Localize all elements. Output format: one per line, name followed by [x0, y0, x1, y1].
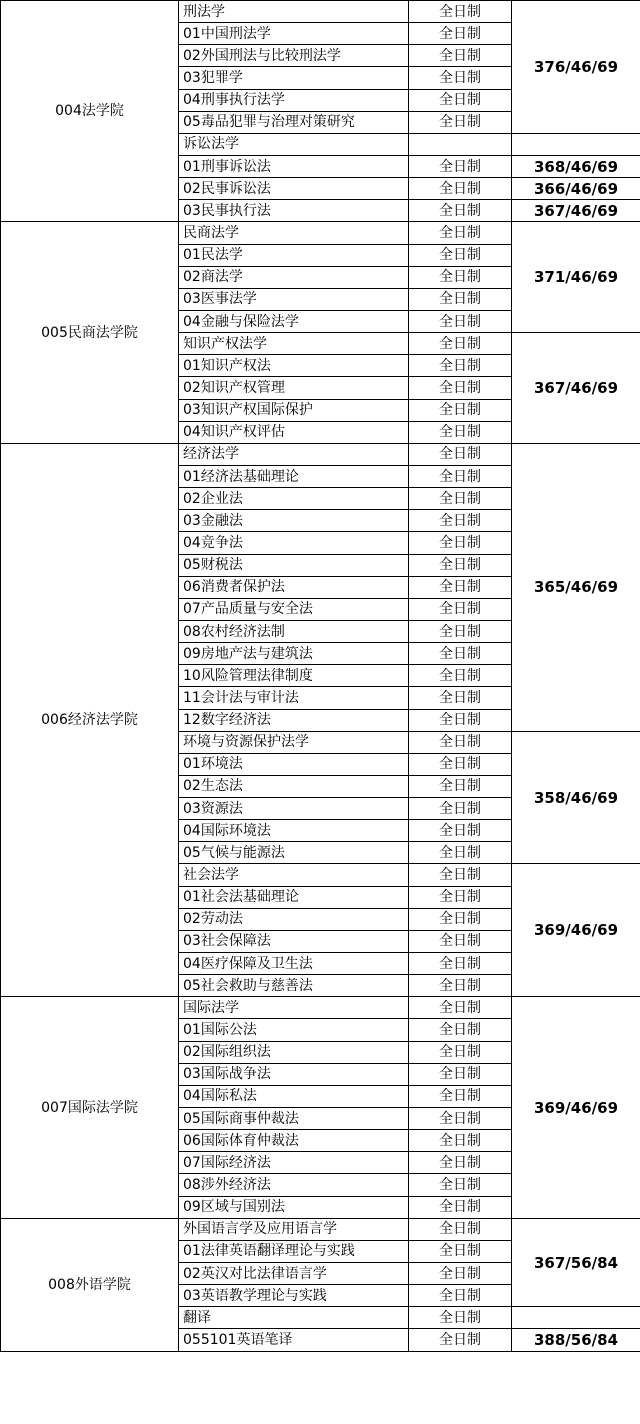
major-name-cell: 11会计法与审计法 — [179, 687, 409, 709]
major-name-cell: 01法律英语翻译理论与实践 — [179, 1240, 409, 1262]
major-name-cell: 07产品质量与安全法 — [179, 598, 409, 620]
table-row — [1, 997, 640, 1019]
major-name-cell: 01知识产权法 — [179, 355, 409, 377]
score-line-cell: 367/46/69 — [512, 333, 640, 444]
major-name-cell: 02生态法 — [179, 775, 409, 797]
major-name-cell: 08农村经济法制 — [179, 620, 409, 642]
table-row — [1, 443, 640, 465]
study-mode-cell: 全日制 — [409, 709, 512, 731]
study-mode-cell: 全日制 — [409, 554, 512, 576]
major-name-cell: 01刑事诉讼法 — [179, 155, 409, 177]
major-name-cell: 03资源法 — [179, 798, 409, 820]
study-mode-cell: 全日制 — [409, 576, 512, 598]
major-name-cell: 03英语教学理论与实践 — [179, 1285, 409, 1307]
study-mode-cell: 全日制 — [409, 488, 512, 510]
study-mode-cell: 全日制 — [409, 731, 512, 753]
major-name-cell: 02知识产权管理 — [179, 377, 409, 399]
study-mode-cell: 全日制 — [409, 1174, 512, 1196]
score-line-cell: 367/46/69 — [512, 200, 640, 222]
major-name-cell: 01环境法 — [179, 753, 409, 775]
study-mode-cell: 全日制 — [409, 355, 512, 377]
college-name-cell: 005民商法学院 — [1, 222, 179, 443]
college-name-cell: 006经济法学院 — [1, 443, 179, 997]
table-row — [1, 1218, 640, 1240]
major-name-cell: 01民法学 — [179, 244, 409, 266]
major-name-cell: 04刑事执行法学 — [179, 89, 409, 111]
study-mode-cell: 全日制 — [409, 687, 512, 709]
study-mode-cell: 全日制 — [409, 1041, 512, 1063]
score-line-cell: 388/56/84 — [512, 1329, 640, 1351]
major-name-cell: 03国际战争法 — [179, 1063, 409, 1085]
major-name-cell: 03金融法 — [179, 510, 409, 532]
study-mode-cell: 全日制 — [409, 997, 512, 1019]
major-name-cell: 05气候与能源法 — [179, 842, 409, 864]
study-mode-cell: 全日制 — [409, 598, 512, 620]
study-mode-cell: 全日制 — [409, 111, 512, 133]
study-mode-cell: 全日制 — [409, 1063, 512, 1085]
major-name-cell: 02英汉对比法律语言学 — [179, 1263, 409, 1285]
score-line-cell: 369/46/69 — [512, 997, 640, 1218]
major-name-cell: 02企业法 — [179, 488, 409, 510]
major-name-cell: 04金融与保险法学 — [179, 310, 409, 332]
study-mode-cell: 全日制 — [409, 1263, 512, 1285]
study-mode-cell: 全日制 — [409, 1218, 512, 1240]
study-mode-cell: 全日制 — [409, 1019, 512, 1041]
study-mode-cell: 全日制 — [409, 1285, 512, 1307]
study-mode-cell: 全日制 — [409, 266, 512, 288]
study-mode-cell: 全日制 — [409, 200, 512, 222]
table-row — [1, 1, 640, 23]
study-mode-cell: 全日制 — [409, 399, 512, 421]
major-name-cell: 01中国刑法学 — [179, 23, 409, 45]
study-mode-cell: 全日制 — [409, 1307, 512, 1329]
major-name-cell: 05财税法 — [179, 554, 409, 576]
study-mode-cell: 全日制 — [409, 1329, 512, 1351]
major-name-cell: 05毒品犯罪与治理对策研究 — [179, 111, 409, 133]
major-name-cell: 社会法学 — [179, 864, 409, 886]
study-mode-cell: 全日制 — [409, 465, 512, 487]
study-mode-cell: 全日制 — [409, 1196, 512, 1218]
major-name-cell: 04竞争法 — [179, 532, 409, 554]
major-name-cell: 04知识产权评估 — [179, 421, 409, 443]
major-name-cell: 外国语言学及应用语言学 — [179, 1218, 409, 1240]
study-mode-cell: 全日制 — [409, 1108, 512, 1130]
table-row — [1, 222, 640, 244]
major-name-cell: 03犯罪学 — [179, 67, 409, 89]
study-mode-cell: 全日制 — [409, 288, 512, 310]
study-mode-cell: 全日制 — [409, 1, 512, 23]
major-name-cell: 02国际组织法 — [179, 1041, 409, 1063]
major-name-cell: 06国际体育仲裁法 — [179, 1130, 409, 1152]
major-name-cell: 055101英语笔译 — [179, 1329, 409, 1351]
study-mode-cell: 全日制 — [409, 1085, 512, 1107]
study-mode-cell: 全日制 — [409, 67, 512, 89]
major-name-cell: 02劳动法 — [179, 908, 409, 930]
study-mode-cell: 全日制 — [409, 643, 512, 665]
score-line-cell: 365/46/69 — [512, 443, 640, 731]
study-mode-cell: 全日制 — [409, 953, 512, 975]
score-line-cell: 366/46/69 — [512, 178, 640, 200]
study-mode-cell: 全日制 — [409, 1240, 512, 1262]
study-mode-cell: 全日制 — [409, 421, 512, 443]
major-name-cell: 02民事诉讼法 — [179, 178, 409, 200]
study-mode-cell: 全日制 — [409, 1130, 512, 1152]
study-mode-cell: 全日制 — [409, 310, 512, 332]
study-mode-cell: 全日制 — [409, 864, 512, 886]
study-mode-cell: 全日制 — [409, 842, 512, 864]
major-name-cell: 05社会救助与慈善法 — [179, 975, 409, 997]
college-name-cell: 004法学院 — [1, 1, 179, 222]
study-mode-cell: 全日制 — [409, 798, 512, 820]
score-line-cell: 358/46/69 — [512, 731, 640, 864]
major-name-cell: 01经济法基础理论 — [179, 465, 409, 487]
major-name-cell: 12数字经济法 — [179, 709, 409, 731]
major-name-cell: 10风险管理法律制度 — [179, 665, 409, 687]
study-mode-cell: 全日制 — [409, 178, 512, 200]
study-mode-cell: 全日制 — [409, 908, 512, 930]
major-name-cell: 01社会法基础理论 — [179, 886, 409, 908]
major-name-cell: 民商法学 — [179, 222, 409, 244]
major-name-cell: 国际法学 — [179, 997, 409, 1019]
major-name-cell: 03医事法学 — [179, 288, 409, 310]
study-mode-cell: 全日制 — [409, 620, 512, 642]
major-name-cell: 09区域与国别法 — [179, 1196, 409, 1218]
study-mode-cell: 全日制 — [409, 222, 512, 244]
study-mode-cell: 全日制 — [409, 532, 512, 554]
study-mode-cell: 全日制 — [409, 45, 512, 67]
major-name-cell: 02外国刑法与比较刑法学 — [179, 45, 409, 67]
study-mode-cell: 全日制 — [409, 510, 512, 532]
study-mode-cell: 全日制 — [409, 665, 512, 687]
major-name-cell: 05国际商事仲裁法 — [179, 1108, 409, 1130]
score-line-cell: 368/46/69 — [512, 155, 640, 177]
major-name-cell: 08涉外经济法 — [179, 1174, 409, 1196]
major-name-cell: 刑法学 — [179, 1, 409, 23]
major-name-cell: 01国际公法 — [179, 1019, 409, 1041]
college-name-cell: 007国际法学院 — [1, 997, 179, 1218]
study-mode-cell: 全日制 — [409, 1152, 512, 1174]
score-line-cell: 371/46/69 — [512, 222, 640, 333]
college-name-cell: 008外语学院 — [1, 1218, 179, 1351]
study-mode-cell: 全日制 — [409, 333, 512, 355]
score-line-cell — [512, 1307, 640, 1329]
major-name-cell: 04国际私法 — [179, 1085, 409, 1107]
major-name-cell: 03民事执行法 — [179, 200, 409, 222]
score-line-cell — [512, 133, 640, 155]
major-name-cell: 环境与资源保护法学 — [179, 731, 409, 753]
table-body — [1, 1, 640, 1352]
major-name-cell: 04医疗保障及卫生法 — [179, 953, 409, 975]
study-mode-cell: 全日制 — [409, 244, 512, 266]
study-mode-cell: 全日制 — [409, 820, 512, 842]
major-name-cell: 诉讼法学 — [179, 133, 409, 155]
score-line-cell: 376/46/69 — [512, 1, 640, 134]
major-name-cell: 04国际环境法 — [179, 820, 409, 842]
study-mode-cell: 全日制 — [409, 89, 512, 111]
study-mode-cell: 全日制 — [409, 443, 512, 465]
major-name-cell: 翻译 — [179, 1307, 409, 1329]
major-name-cell: 知识产权法学 — [179, 333, 409, 355]
study-mode-cell — [409, 133, 512, 155]
study-mode-cell: 全日制 — [409, 753, 512, 775]
study-mode-cell: 全日制 — [409, 23, 512, 45]
study-mode-cell: 全日制 — [409, 975, 512, 997]
score-line-cell: 367/56/84 — [512, 1218, 640, 1307]
major-name-cell: 09房地产法与建筑法 — [179, 643, 409, 665]
study-mode-cell: 全日制 — [409, 886, 512, 908]
major-name-cell: 07国际经济法 — [179, 1152, 409, 1174]
study-mode-cell: 全日制 — [409, 377, 512, 399]
major-name-cell: 02商法学 — [179, 266, 409, 288]
study-mode-cell: 全日制 — [409, 930, 512, 952]
major-name-cell: 03知识产权国际保护 — [179, 399, 409, 421]
study-mode-cell: 全日制 — [409, 155, 512, 177]
score-line-cell: 369/46/69 — [512, 864, 640, 997]
major-name-cell: 经济法学 — [179, 443, 409, 465]
major-name-cell: 06消费者保护法 — [179, 576, 409, 598]
major-name-cell: 03社会保障法 — [179, 930, 409, 952]
study-mode-cell: 全日制 — [409, 775, 512, 797]
